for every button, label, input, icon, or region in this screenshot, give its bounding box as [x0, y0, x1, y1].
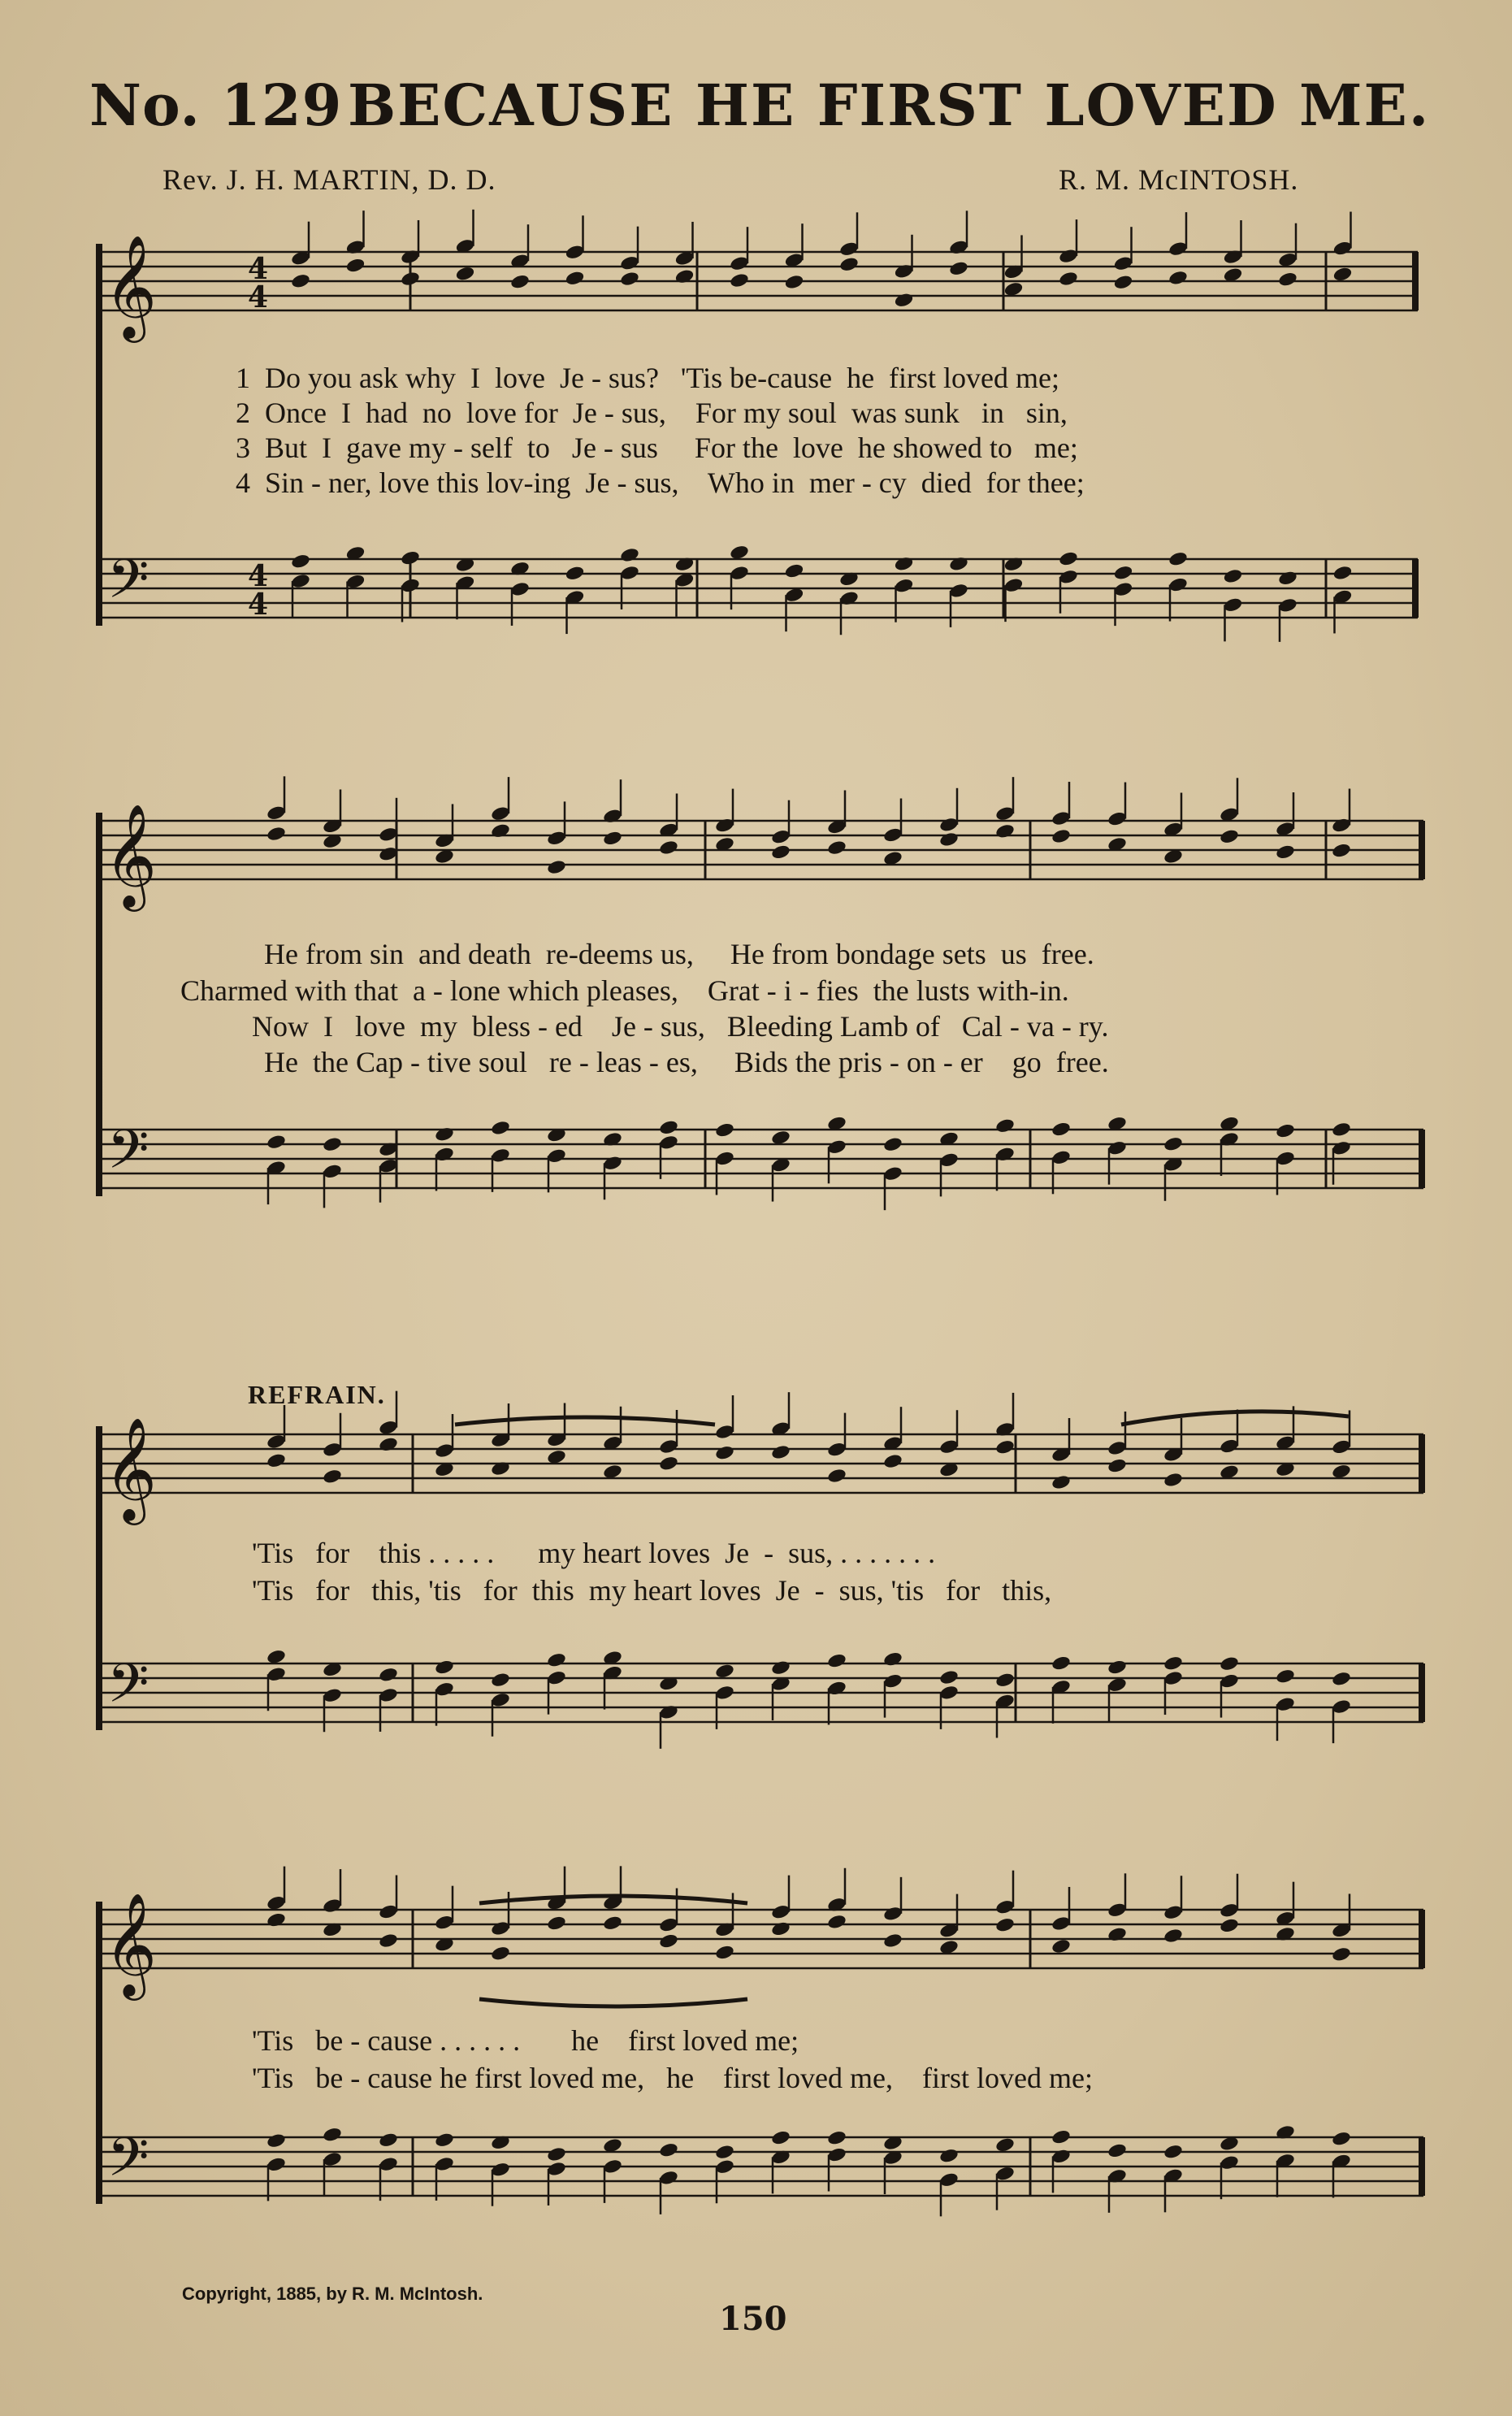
- treble-clef-icon: 𝄞: [104, 1416, 158, 1520]
- note-head: [546, 859, 566, 876]
- bass-clef-icon: 𝄢: [107, 1652, 149, 1728]
- note-head: [1332, 266, 1353, 283]
- note-head: [826, 1468, 847, 1485]
- note-head: [882, 1650, 903, 1668]
- note-head: [1331, 2130, 1351, 2147]
- note-head: [894, 555, 914, 572]
- music-credit: R. M. McINTOSH.: [1059, 163, 1299, 196]
- note-head: [1107, 2142, 1127, 2159]
- note-head: [378, 1932, 398, 1950]
- note-head: [378, 1666, 398, 1683]
- note-head: [770, 1444, 791, 1461]
- note-head: [729, 272, 749, 289]
- note-head: [784, 274, 804, 291]
- refrain-a-line-2: 'Tis for this, 'tis for this my heart loves Je - sus, 'tis for this,: [252, 1574, 1052, 1607]
- note-head: [1051, 1474, 1071, 1491]
- note-head: [434, 2132, 454, 2149]
- verse-1-line-4: 4 Sin - ner, love this lov-ing Je - sus, Who in mer - cy died for thee;: [236, 466, 1085, 499]
- note-head: [400, 271, 420, 288]
- note-head: [714, 1444, 734, 1461]
- note-head: [658, 1119, 678, 1136]
- page-number: 150: [719, 2300, 787, 2338]
- note-head: [290, 553, 310, 570]
- note-head: [1051, 828, 1071, 845]
- words-credit: Rev. J. H. MARTIN, D. D.: [162, 163, 496, 196]
- note-head: [770, 2129, 791, 2146]
- note-head: [1219, 828, 1239, 845]
- note-head: [1051, 2128, 1071, 2145]
- note-head: [1163, 1135, 1183, 1152]
- note-head: [1275, 1122, 1295, 1139]
- verse-1-line-3: 3 But I gave my - self to Je - sus For the love he showed to me;: [236, 432, 1078, 464]
- verse-1-line-2: 2 Once I had no love for Je - sus, For my soul was sunk in sin,: [236, 397, 1068, 429]
- note-head: [266, 1452, 286, 1469]
- note-head: [1223, 568, 1243, 585]
- treble-notes: [266, 776, 1351, 875]
- note-head: [994, 2136, 1015, 2154]
- note-head: [565, 270, 585, 287]
- note-head: [1277, 570, 1298, 587]
- note-head: [266, 1911, 286, 1928]
- note-head: [490, 822, 510, 839]
- note-head: [826, 839, 847, 857]
- note-head: [948, 260, 968, 277]
- note-head: [1051, 1121, 1071, 1138]
- note-head: [882, 1136, 903, 1153]
- note-head: [1331, 1121, 1351, 1139]
- note-head: [1332, 565, 1353, 582]
- hymn-title: BECAUSE HE FIRST LOVED ME.: [348, 72, 1431, 139]
- note-head: [1331, 1670, 1351, 1687]
- note-head: [1219, 1917, 1239, 1934]
- note-head: [546, 2146, 566, 2163]
- copyright-notice: Copyright, 1885, by R. M. McIntosh.: [182, 2284, 483, 2304]
- note-head: [266, 826, 286, 843]
- note-head: [674, 268, 695, 285]
- note-head: [894, 292, 914, 309]
- note-head: [322, 2126, 342, 2143]
- note-head: [938, 2147, 959, 2164]
- treble-clef-icon: 𝄞: [104, 803, 158, 907]
- note-head: [602, 1915, 622, 1932]
- note-head: [714, 2144, 734, 2161]
- note-head: [770, 1659, 791, 1676]
- note-head: [1051, 1655, 1071, 1672]
- note-head: [826, 2129, 847, 2146]
- note-head: [290, 272, 310, 289]
- note-head: [994, 822, 1015, 839]
- note-head: [490, 1945, 510, 1962]
- verse-2-line-2: Charmed with that a - lone which pleases, Grat - i - fies the lusts with-in.: [180, 974, 1069, 1007]
- bass-staff: [97, 1663, 1423, 1722]
- verse-2-line-1: He from sin and death re-deems us, He from bondage sets us free.: [264, 938, 1094, 970]
- note-head: [938, 831, 959, 848]
- note-head: [882, 1453, 903, 1470]
- note-head: [1058, 271, 1078, 288]
- note-head: [714, 1663, 734, 1680]
- note-head: [658, 1932, 678, 1950]
- note-head: [994, 1438, 1015, 1455]
- verse-1-line-1: 1 Do you ask why I love Je - sus? 'Tis be-cause he first loved me;: [236, 362, 1059, 394]
- note-head: [266, 1134, 286, 1151]
- treble-clef-icon: 𝄞: [104, 1892, 158, 1996]
- note-head: [714, 1944, 734, 1961]
- note-head: [565, 565, 585, 582]
- note-head: [1163, 1472, 1183, 1489]
- refrain-b-line-2: 'Tis be - cause he first loved me, he first loved me, first loved me;: [252, 2062, 1093, 2094]
- note-head: [1107, 1659, 1127, 1676]
- treble-notes: [266, 1391, 1351, 1491]
- music-system-3: [0, 1394, 1512, 1751]
- time-signature-bottom: 4: [248, 280, 269, 314]
- note-head: [378, 2132, 398, 2149]
- note-head: [838, 256, 859, 273]
- bass-clef-icon: 𝄢: [107, 1118, 149, 1194]
- note-head: [1051, 1938, 1071, 1955]
- refrain-a-line-1: 'Tis for this . . . . . my heart loves Je - sus, . . . . . . .: [252, 1537, 936, 1569]
- note-head: [658, 1455, 678, 1472]
- note-head: [1113, 274, 1133, 291]
- bass-time-signature-top: 4: [248, 559, 269, 593]
- bass-staff: [97, 559, 1418, 618]
- note-head: [1058, 550, 1078, 567]
- note-head: [455, 265, 475, 282]
- note-head: [619, 547, 639, 564]
- note-head: [1163, 1655, 1183, 1672]
- note-head: [1219, 1655, 1239, 1672]
- note-head: [994, 1672, 1015, 1689]
- note-head: [1275, 844, 1295, 861]
- note-head: [658, 839, 678, 857]
- note-head: [378, 1436, 398, 1453]
- note-head: [434, 1659, 454, 1676]
- refrain-b-line-1: 'Tis be - cause . . . . . . he first loved me;: [252, 2024, 799, 2057]
- note-head: [1163, 1928, 1183, 1945]
- refrain-label: REFRAIN.: [248, 1380, 386, 1409]
- note-head: [1168, 550, 1188, 567]
- note-head: [345, 257, 366, 274]
- note-head: [546, 1915, 566, 1932]
- note-head: [509, 273, 530, 290]
- note-head: [1107, 1457, 1127, 1474]
- note-head: [1275, 1668, 1295, 1685]
- note-head: [938, 1669, 959, 1686]
- note-head: [1107, 1926, 1127, 1943]
- note-head: [1113, 564, 1133, 581]
- treble-notes: [266, 1866, 1351, 1963]
- note-head: [434, 1126, 454, 1143]
- note-head: [714, 1121, 734, 1139]
- note-head: [994, 1916, 1015, 1933]
- note-head: [546, 1651, 566, 1668]
- treble-staff: [97, 821, 1423, 879]
- bass-clef-icon: 𝄢: [107, 548, 149, 623]
- note-head: [490, 1120, 510, 1137]
- note-head: [770, 844, 791, 861]
- note-head: [602, 830, 622, 847]
- bass-clef-icon: 𝄢: [107, 2126, 149, 2201]
- note-head: [1331, 1945, 1351, 1963]
- treble-notes: [290, 210, 1353, 309]
- verse-2-line-4: He the Cap - tive soul re - leas - es, Bids the pris - on - er go free.: [264, 1046, 1109, 1078]
- note-head: [322, 1468, 342, 1485]
- note-head: [490, 1672, 510, 1689]
- note-head: [784, 562, 804, 579]
- note-head: [948, 555, 968, 572]
- note-head: [322, 1136, 342, 1153]
- verse-2-line-3: Now I love my bless - ed Je - sus, Bleeding Lamb of Cal - va - ry.: [252, 1010, 1109, 1043]
- note-head: [658, 2141, 678, 2158]
- note-head: [400, 549, 420, 566]
- note-head: [1277, 271, 1298, 288]
- note-head: [1168, 270, 1188, 287]
- bass-time-signature-bottom: 4: [248, 588, 269, 622]
- note-head: [1163, 2143, 1183, 2160]
- note-head: [826, 1914, 847, 1931]
- note-head: [1331, 842, 1351, 859]
- treble-staff: [97, 1910, 1423, 1968]
- treble-clef-icon: 𝄞: [104, 234, 158, 338]
- note-head: [826, 1652, 847, 1669]
- note-head: [770, 1920, 791, 1937]
- hymn-number: No. 129: [89, 72, 343, 139]
- note-head: [882, 1932, 903, 1950]
- note-head: [994, 1117, 1015, 1134]
- time-signature-top: 4: [248, 252, 269, 286]
- note-head: [619, 271, 639, 288]
- note-head: [266, 2132, 286, 2149]
